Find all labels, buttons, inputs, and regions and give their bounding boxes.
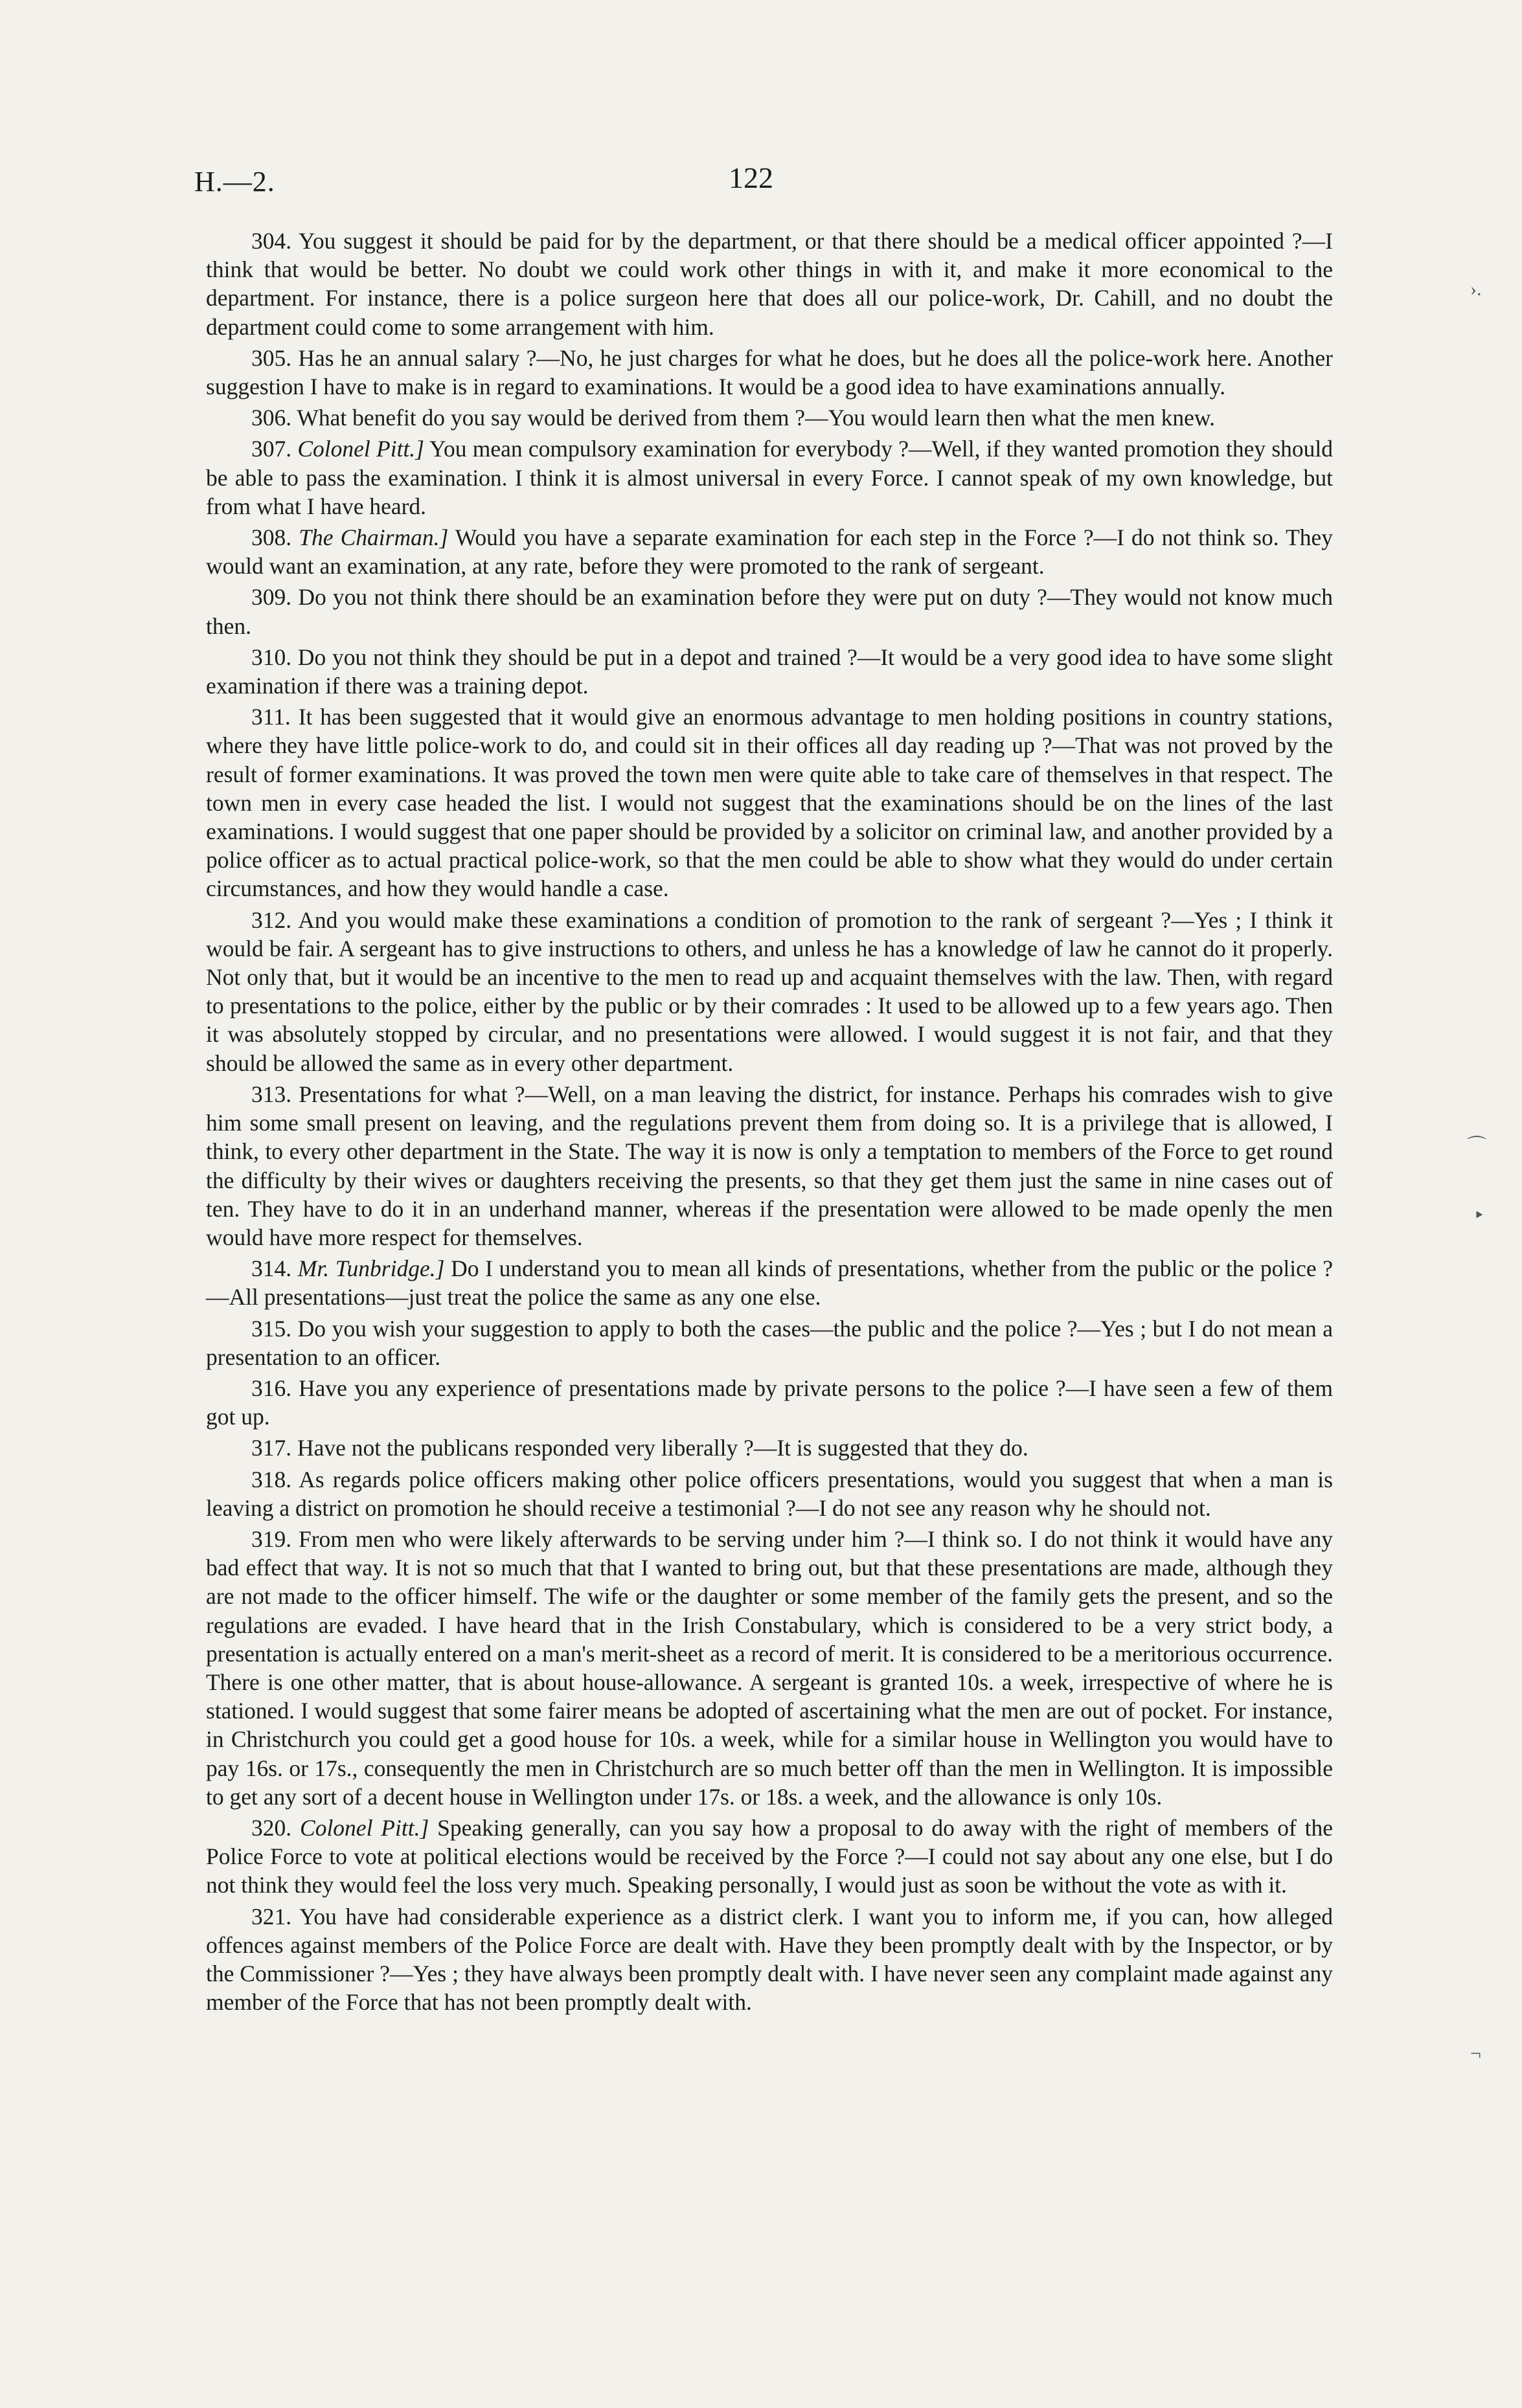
margin-mark: ›.	[1470, 278, 1482, 300]
question-paragraph	[206, 1902, 1333, 2017]
question-text: Speaking generally, can you say how a proposal to do away with the right of members of the Police Force to vote at political elections would be received by the Force ?—I could not say about any one else, but I do not think they would feel the loss very much. Speaking personally, I would just as soon be without the vote as with it.	[206, 1814, 1334, 1898]
question-paragraph	[206, 1254, 1333, 1311]
question-number: 314.	[251, 1255, 292, 1282]
question-paragraph	[206, 906, 1333, 1077]
question-number: 312.	[251, 906, 292, 933]
question-text: It has been suggested that it would give an enormous advantage to men holding positions in country stations, where they have little police-work to do, and could sit in their offices all day reading up ?—That was not proved by the result of former examinations. It was proved the town men were quite able to take care of themselves in that respect. The town men in every case headed the list. I would not suggest that the examinations should be on the lines of the last examinations. I would suggest that one paper should be provided by a solicitor on criminal law, and another provided by a police officer as to actual practical police-work, so that the men could be able to show what they would do under certain circumstances, and how they would handle a case.	[206, 704, 1334, 902]
question-number: 307.	[251, 436, 292, 462]
evidence-body	[206, 227, 1333, 2019]
margin-mark: ⌒	[1467, 1136, 1486, 1157]
question-number: 318.	[251, 1466, 292, 1492]
question-paragraph	[206, 344, 1333, 401]
question-number: 304.	[251, 228, 292, 254]
question-text: You suggest it should be paid for by the department, or that there should be a medical officer appointed ?—I think that would be better. No doubt we could work other things in with it, and make it more economical to the department. For instance, there is a police surgeon here that does all our police-work, Dr. Cahill, and no doubt the department could come to some arrangement with him.	[206, 228, 1333, 340]
question-text: Has he an annual salary ?—No, he just charges for what he does, but he does all the police-work here. Another suggestion I have to make is in regard to examinations. It would be a good idea to have examinations annually.	[206, 344, 1333, 400]
question-paragraph	[206, 1314, 1333, 1371]
speaker-name: The Chairman.]	[299, 524, 449, 551]
question-text: Do you not think there should be an examination before they were put on duty ?—They would not know much then.	[206, 584, 1333, 639]
question-paragraph	[206, 227, 1333, 341]
question-text: What benefit do you say would be derived from them ?—You would learn then what the men knew.	[297, 405, 1216, 431]
question-text: Presentations for what ?—Well, on a man leaving the district, for instance. Perhaps his comrades wish to give him some small present on leaving, and the regulations prevent them from doing so. It is a privilege that is allowed, I think, to every other department in the State. The way it is now is only a temptation to members of the Force to get round the difficulty by their wives or daughters receiving the presents, so that they get them just the same in nine cases out of ten. They have to do it in an underhand manner, whereas if the presentation were allowed to be made openly the men would have more respect for themselves.	[206, 1081, 1334, 1250]
margin-mark: ¬	[1470, 2043, 1481, 2064]
question-text: Do I understand you to mean all kinds of presentations, whether from the public or the police ?—All presentations—just treat the police the same as any one else.	[206, 1255, 1333, 1311]
margin-mark: ‣	[1473, 1205, 1485, 1226]
speaker-name: Mr. Tunbridge.]	[297, 1255, 445, 1282]
question-number: 321.	[251, 1903, 292, 1930]
question-paragraph	[206, 643, 1333, 700]
speaker-name: Colonel Pitt.]	[300, 1814, 429, 1841]
document-reference: H.—2.	[194, 166, 275, 197]
question-paragraph	[206, 1465, 1333, 1522]
question-number: 315.	[251, 1315, 292, 1342]
question-paragraph	[206, 1525, 1333, 1811]
question-number: 316.	[251, 1375, 292, 1401]
page-number: 122	[729, 161, 773, 194]
question-number: 306.	[251, 405, 292, 431]
question-text: From men who were likely afterwards to be serving under him ?—I think so. I do not think it would have any bad effect that way. It is not so much that that I wanted to bring out, but that these presentations are made, although they are not made to the officer himself. The wife or the daughter or some member of the family gets the present, and so the regulations are evaded. I have heard that in the Irish Constabulary, which is considered to be a very strict body, a presentation is actually entered on a man's merit-sheet as a record of merit. It is considered to be a meritorious occurrence. There is one other matter, that is about house-allowance. A sergeant is granted 10s. a week, irrespective of where he is stationed. I would suggest that some fairer means be adopted of ascertaining what the men are out of pocket. For instance, in Christchurch you could get a good house for 10s. a week, while for a similar house in Wellington you would have to pay 16s. or 17s., consequently the men in Christchurch are so much better off than the men in Wellington. It is impossible to get any sort of a decent house in Wellington under 17s. or 18s. a week, and the allowance is only 10s.	[206, 1525, 1333, 1810]
question-paragraph	[206, 1434, 1333, 1462]
speaker-name: Colonel Pitt.]	[297, 436, 424, 462]
question-number: 313.	[251, 1081, 292, 1107]
question-number: 309.	[251, 584, 292, 611]
question-paragraph	[206, 703, 1333, 903]
question-number: 305.	[251, 344, 292, 371]
question-text: Have you any experience of presentations made by private persons to the police ?—I have seen a few of them got up.	[206, 1375, 1333, 1430]
question-text: You mean compulsory examination for everybody ?—Well, if they wanted promotion they should be able to pass the examination. I think it is almost universal in every Force. I cannot speak of my own knowledge, but from what I have heard.	[206, 436, 1333, 519]
question-text: And you would make these examinations a condition of promotion to the rank of sergeant ?—Yes ; I think it would be fair. A sergeant has to give instructions to others, and unless he has a knowledge of law he cannot do it properly. Not only that, but it would be an incentive to the men to read up and acquaint themselves with the law. Then, with regard to presentations to the police, either by the public or by their comrades : It used to be allowed up to a few years ago. Then it was absolutely stopped by circular, and no presentations were allowed. I would suggest it is not fair, and that they should be allowed the same as in every other department.	[206, 906, 1334, 1076]
question-number: 310.	[251, 644, 292, 670]
question-number: 319.	[251, 1525, 292, 1552]
question-number: 308.	[251, 524, 292, 551]
question-paragraph	[206, 523, 1333, 580]
question-paragraph	[206, 1374, 1333, 1431]
question-text: Would you have a separate examination for each step in the Force ?—I do not think so. They would want an examination, at any rate, before they were promoted to the rank of sergeant.	[206, 524, 1334, 579]
question-text: You have had considerable experience as a district clerk. I want you to inform me, if you can, how alleged offences against members of the Police Force are dealt with. Have they been promptly dealt with by the Inspector, or by the Commissioner ?—Yes ; they have always been promptly dealt with. I have never seen any complaint made against any member of the Force that has not been promptly dealt with.	[206, 1903, 1333, 2016]
question-paragraph	[206, 403, 1333, 432]
question-text: As regards police officers making other police officers presentations, would you suggest that when a man is leaving a district on promotion he should receive a testimonial ?—I do not see any reason why he should not.	[206, 1466, 1333, 1521]
question-text: Do you not think they should be put in a depot and trained ?—It would be a very good idea to have some slight examination if there was a training depot.	[206, 644, 1334, 699]
question-number: 311.	[251, 704, 291, 730]
question-paragraph	[206, 1814, 1333, 1900]
question-paragraph	[206, 434, 1333, 521]
question-number: 317.	[251, 1435, 292, 1461]
question-number: 320.	[251, 1814, 292, 1841]
question-paragraph	[206, 583, 1333, 640]
question-text: Have not the publicans responded very liberally ?—It is suggested that they do.	[297, 1435, 1028, 1461]
question-paragraph	[206, 1080, 1333, 1252]
question-text: Do you wish your suggestion to apply to both the cases—the public and the police ?—Yes ; but I do not mean a presentation to an officer.	[206, 1315, 1334, 1370]
